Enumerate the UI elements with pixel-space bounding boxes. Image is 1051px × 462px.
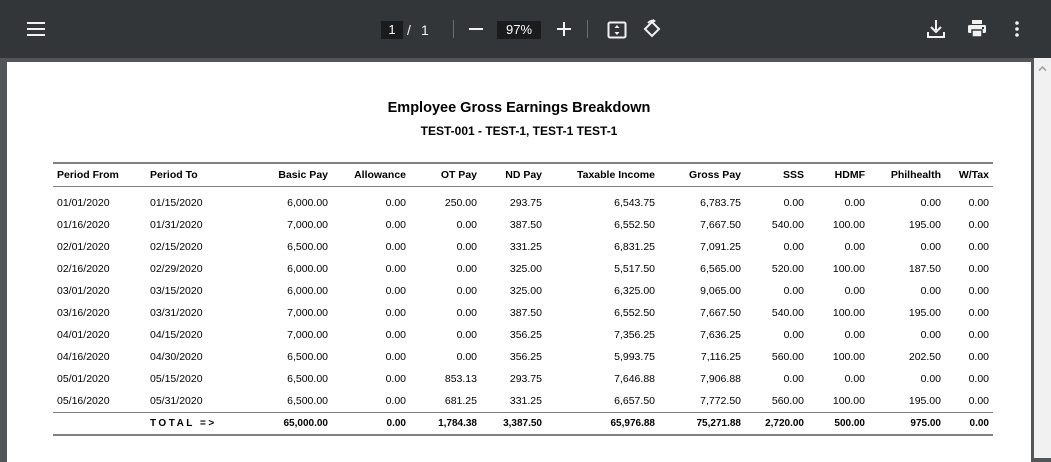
table-cell: 6,500.00 bbox=[287, 395, 328, 407]
table-cell: 7,636.25 bbox=[700, 329, 741, 341]
table-cell: 9,065.00 bbox=[700, 285, 741, 297]
table-cell: 195.00 bbox=[908, 219, 941, 231]
column-header: OT Pay bbox=[410, 163, 481, 187]
table-cell: 02/01/2020 bbox=[57, 241, 110, 253]
print-icon[interactable] bbox=[965, 17, 989, 41]
table-cell: 6,552.50 bbox=[614, 307, 655, 319]
table-cell: 293.75 bbox=[509, 373, 542, 385]
table-cell: 6,325.00 bbox=[614, 285, 655, 297]
table-cell: 04/01/2020 bbox=[57, 329, 110, 341]
table-cell: 7,646.88 bbox=[614, 373, 655, 385]
table-cell: 325.00 bbox=[509, 285, 542, 297]
table-cell: 5,517.50 bbox=[614, 263, 655, 275]
table-row bbox=[53, 324, 993, 346]
table-cell: 01/15/2020 bbox=[150, 197, 203, 209]
table-cell: 0.00 bbox=[844, 373, 865, 385]
table-cell: 01/31/2020 bbox=[150, 219, 203, 231]
table-cell: 0.00 bbox=[385, 351, 406, 363]
table-cell: 0.00 bbox=[783, 373, 804, 385]
table-cell: 6,831.25 bbox=[614, 241, 655, 253]
table-cell: 0.00 bbox=[385, 263, 406, 275]
table-cell: 0.00 bbox=[456, 351, 477, 363]
table-cell: 0.00 bbox=[385, 373, 406, 385]
table-cell: 0.00 bbox=[456, 329, 477, 341]
vertical-scrollbar[interactable] bbox=[1034, 58, 1051, 458]
scroll-up-arrow-icon[interactable] bbox=[1037, 60, 1048, 69]
table-cell: 100.00 bbox=[832, 307, 865, 319]
table-cell: 03/01/2020 bbox=[57, 285, 110, 297]
table-cell: 0.00 bbox=[968, 373, 989, 385]
table-cell: 325.00 bbox=[509, 263, 542, 275]
table-cell: 01/01/2020 bbox=[57, 197, 110, 209]
more-vert-icon[interactable] bbox=[1006, 17, 1028, 41]
table-cell: 6,500.00 bbox=[287, 351, 328, 363]
total-cell: 65,000.00 bbox=[232, 413, 332, 436]
table-cell: 0.00 bbox=[783, 285, 804, 297]
table-cell: 02/29/2020 bbox=[150, 263, 203, 275]
report-subtitle: TEST-001 - TEST-1, TEST-1 TEST-1 bbox=[420, 124, 618, 138]
table-row bbox=[53, 214, 993, 236]
table-cell: 0.00 bbox=[385, 307, 406, 319]
table-cell: 100.00 bbox=[832, 219, 865, 231]
table-cell: 0.00 bbox=[968, 263, 989, 275]
table-cell: 0.00 bbox=[783, 241, 804, 253]
table-cell: 6,565.00 bbox=[700, 263, 741, 275]
table-cell: 7,000.00 bbox=[287, 307, 328, 319]
column-header: Period From bbox=[53, 163, 146, 187]
table-cell: 681.25 bbox=[444, 395, 477, 407]
column-header: Allowance bbox=[332, 163, 410, 187]
table-cell: 5,993.75 bbox=[614, 351, 655, 363]
table-cell: 0.00 bbox=[968, 329, 989, 341]
table-row bbox=[53, 302, 993, 324]
table-cell: 05/01/2020 bbox=[57, 373, 110, 385]
table-row bbox=[53, 187, 993, 215]
table-cell: 0.00 bbox=[385, 241, 406, 253]
table-header-row bbox=[53, 163, 993, 187]
table-cell: 560.00 bbox=[771, 351, 804, 363]
table-row bbox=[53, 346, 993, 368]
table-cell: 7,116.25 bbox=[700, 351, 741, 363]
table-cell: 7,667.50 bbox=[700, 307, 741, 319]
pdf-toolbar bbox=[0, 0, 1051, 58]
table-cell: 6,500.00 bbox=[287, 373, 328, 385]
table-cell: 0.00 bbox=[456, 263, 477, 275]
total-cell: 2,720.00 bbox=[745, 413, 808, 436]
table-cell: 853.13 bbox=[444, 373, 477, 385]
table-cell: 331.25 bbox=[509, 241, 542, 253]
table-cell: 6,783.75 bbox=[700, 197, 741, 209]
column-header: Philhealth bbox=[869, 163, 945, 187]
table-cell: 0.00 bbox=[456, 219, 477, 231]
table-cell: 187.50 bbox=[908, 263, 941, 275]
earnings-table bbox=[53, 162, 993, 436]
table-cell: 0.00 bbox=[920, 197, 941, 209]
zoom-out-icon[interactable] bbox=[465, 18, 487, 40]
table-cell: 7,772.50 bbox=[700, 395, 741, 407]
table-cell: 05/15/2020 bbox=[150, 373, 203, 385]
table-cell: 331.25 bbox=[509, 395, 542, 407]
table-cell bbox=[53, 413, 146, 436]
table-cell: 0.00 bbox=[968, 219, 989, 231]
table-cell: 0.00 bbox=[456, 307, 477, 319]
table-cell: 0.00 bbox=[456, 241, 477, 253]
table-cell: 293.75 bbox=[509, 197, 542, 209]
table-cell: 6,000.00 bbox=[287, 197, 328, 209]
table-cell: 0.00 bbox=[920, 329, 941, 341]
table-cell: 356.25 bbox=[509, 329, 542, 341]
table-cell: 7,091.25 bbox=[700, 241, 741, 253]
column-header: Period To bbox=[146, 163, 232, 187]
total-row bbox=[53, 413, 993, 436]
table-cell: 03/31/2020 bbox=[150, 307, 203, 319]
page-separator: / bbox=[407, 22, 411, 38]
hamburger-menu-icon[interactable] bbox=[24, 17, 48, 41]
table-row bbox=[53, 280, 993, 302]
table-cell: 0.00 bbox=[968, 307, 989, 319]
pdf-page bbox=[7, 62, 1031, 462]
table-cell: 100.00 bbox=[832, 395, 865, 407]
table-cell: 0.00 bbox=[968, 241, 989, 253]
table-cell: 540.00 bbox=[771, 307, 804, 319]
table-cell: 0.00 bbox=[920, 373, 941, 385]
table-cell: 7,000.00 bbox=[287, 219, 328, 231]
table-cell: 0.00 bbox=[968, 395, 989, 407]
table-cell: 560.00 bbox=[771, 395, 804, 407]
table-cell: 100.00 bbox=[832, 351, 865, 363]
table-cell: 7,356.25 bbox=[614, 329, 655, 341]
column-header: ND Pay bbox=[481, 163, 546, 187]
table-cell: 0.00 bbox=[385, 197, 406, 209]
zoom-in-icon[interactable] bbox=[553, 18, 575, 40]
table-cell: 0.00 bbox=[844, 241, 865, 253]
table-cell: 7,906.88 bbox=[700, 373, 741, 385]
table-cell: 6,657.50 bbox=[614, 395, 655, 407]
total-cell: 0.00 bbox=[332, 413, 410, 436]
table-cell: 387.50 bbox=[509, 219, 542, 231]
total-cell: 1,784.38 bbox=[410, 413, 481, 436]
total-cell: 975.00 bbox=[869, 413, 945, 436]
download-icon[interactable] bbox=[924, 17, 948, 41]
table-cell: 195.00 bbox=[908, 307, 941, 319]
table-cell: 0.00 bbox=[920, 285, 941, 297]
table-cell: 01/16/2020 bbox=[57, 219, 110, 231]
table-cell: 0.00 bbox=[456, 285, 477, 297]
table-cell: 02/16/2020 bbox=[57, 263, 110, 275]
table-cell: 0.00 bbox=[968, 285, 989, 297]
table-cell: 0.00 bbox=[385, 219, 406, 231]
table-cell: 0.00 bbox=[968, 351, 989, 363]
table-cell: 02/15/2020 bbox=[150, 241, 203, 253]
table-cell: 195.00 bbox=[908, 395, 941, 407]
table-cell: 540.00 bbox=[771, 219, 804, 231]
column-header: Basic Pay bbox=[232, 163, 332, 187]
table-cell: 0.00 bbox=[920, 241, 941, 253]
table-cell: 6,543.75 bbox=[614, 197, 655, 209]
table-cell: 0.00 bbox=[385, 395, 406, 407]
total-cell: 75,271.88 bbox=[659, 413, 745, 436]
table-cell: 250.00 bbox=[444, 197, 477, 209]
total-cell: 3,387.50 bbox=[481, 413, 546, 436]
table-cell: 0.00 bbox=[783, 329, 804, 341]
total-cell: 500.00 bbox=[808, 413, 869, 436]
column-header: Gross Pay bbox=[659, 163, 745, 187]
table-cell: 6,500.00 bbox=[287, 241, 328, 253]
page-number-input[interactable]: 1 bbox=[381, 21, 403, 39]
total-cell: 65,976.88 bbox=[546, 413, 659, 436]
total-label: TOTAL => bbox=[146, 413, 232, 436]
column-header: W/Tax bbox=[945, 163, 993, 187]
total-cell: 0.00 bbox=[945, 413, 993, 436]
table-cell: 520.00 bbox=[771, 263, 804, 275]
table-cell: 04/15/2020 bbox=[150, 329, 203, 341]
table-cell: 100.00 bbox=[832, 263, 865, 275]
table-row bbox=[53, 236, 993, 258]
fit-to-page-icon[interactable] bbox=[605, 18, 629, 42]
zoom-level-input[interactable]: 97% bbox=[497, 21, 541, 39]
table-cell: 0.00 bbox=[385, 329, 406, 341]
table-cell: 6,552.50 bbox=[614, 219, 655, 231]
table-cell: 0.00 bbox=[968, 197, 989, 209]
toolbar-divider bbox=[587, 20, 588, 38]
table-cell: 202.50 bbox=[908, 351, 941, 363]
table-cell: 05/31/2020 bbox=[150, 395, 203, 407]
table-cell: 7,000.00 bbox=[287, 329, 328, 341]
page-total: 1 bbox=[421, 22, 429, 38]
table-cell: 6,000.00 bbox=[287, 285, 328, 297]
table-row bbox=[53, 390, 993, 413]
table-cell: 387.50 bbox=[509, 307, 542, 319]
table-cell: 03/16/2020 bbox=[57, 307, 110, 319]
table-row bbox=[53, 368, 993, 390]
table-cell: 0.00 bbox=[844, 197, 865, 209]
table-cell: 04/16/2020 bbox=[57, 351, 110, 363]
toolbar-divider bbox=[453, 20, 454, 38]
table-cell: 0.00 bbox=[385, 285, 406, 297]
table-cell: 356.25 bbox=[509, 351, 542, 363]
column-header: SSS bbox=[745, 163, 808, 187]
table-cell: 0.00 bbox=[844, 329, 865, 341]
table-cell: 03/15/2020 bbox=[150, 285, 203, 297]
table-cell: 6,000.00 bbox=[287, 263, 328, 275]
rotate-icon[interactable] bbox=[640, 17, 664, 41]
table-cell: 05/16/2020 bbox=[57, 395, 110, 407]
table-cell: 04/30/2020 bbox=[150, 351, 203, 363]
table-cell: 7,667.50 bbox=[700, 219, 741, 231]
column-header: HDMF bbox=[808, 163, 869, 187]
table-cell: 0.00 bbox=[844, 285, 865, 297]
table-cell: 0.00 bbox=[783, 197, 804, 209]
report-title: Employee Gross Earnings Breakdown bbox=[387, 100, 651, 116]
table-row bbox=[53, 258, 993, 280]
column-header: Taxable Income bbox=[546, 163, 659, 187]
